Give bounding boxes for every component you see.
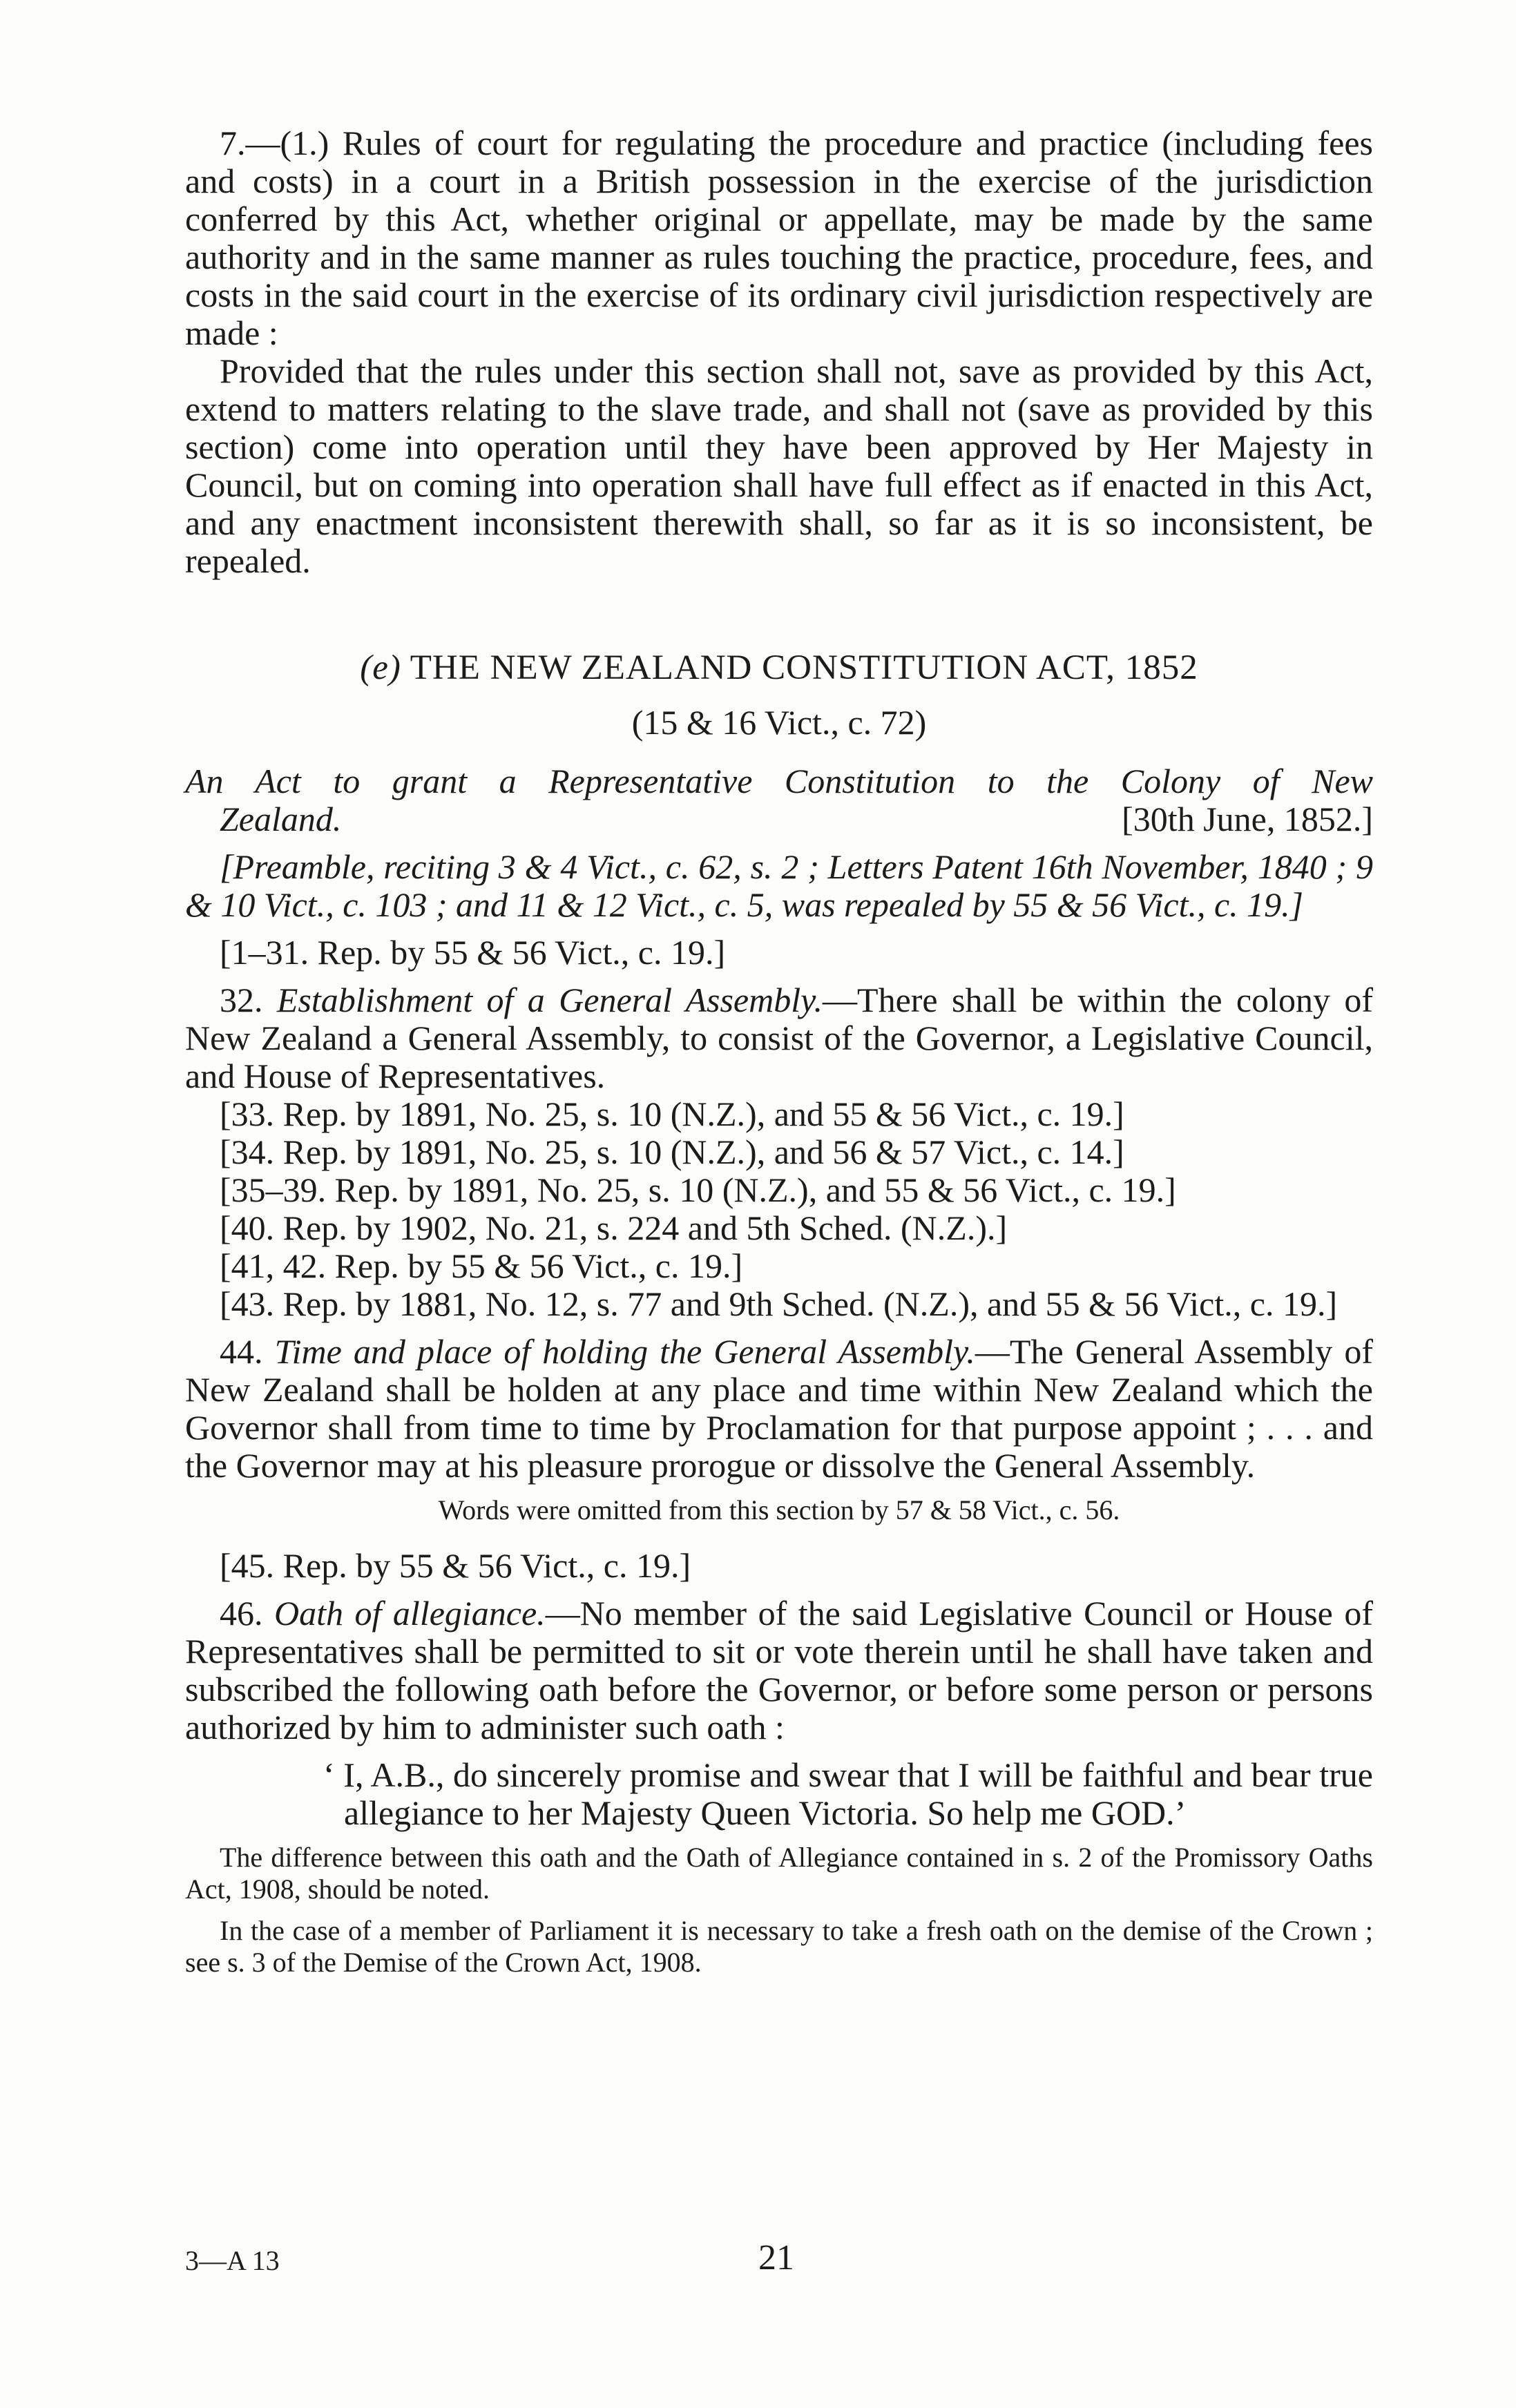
oath-text: ‘ I, A.B., do sincerely promise and swear that I will be faithful and bear true allegiance to her Majesty Queen Victoria. So help me GOD.’ [323, 1755, 1373, 1832]
long-title-line-2: Zealand. [220, 800, 342, 838]
repeal-45: [45. Rep. by 55 & 56 Vict., c. 19.] [220, 1546, 691, 1585]
section-46 [185, 1595, 1373, 1746]
section-32 [185, 981, 1373, 1095]
repeal-41-42: [41, 42. Rep. by 55 & 56 Vict., c. 19.] [220, 1246, 743, 1285]
section-46-text: —No member of the said Legislative Council or House of Representatives shall be permitted to sit or vote therein until he shall have taken and subscribed the following oath before the Governor, or before some person or persons authorized by him to administer such oath : [185, 1594, 1374, 1746]
act-citation: (15 & 16 Vict., c. 72) [631, 703, 927, 742]
repeal-43: [43. Rep. by 1881, No. 12, s. 77 and 9th Sched. (N.Z.), and 55 & 56 Vict., c. 19.] [220, 1284, 1338, 1323]
section-46-number: 46. [220, 1594, 263, 1632]
oath-note-2: In the case of a member of Parliament it is necessary to take a fresh oath on the demise of the Crown ; see s. 3 of the Demise of the Crown Act, 1908. [185, 1915, 1373, 1978]
page-number: 21 [758, 2238, 794, 2277]
section-32-heading: Establishment of a General Assembly. [276, 981, 823, 1019]
section-7-para-1: 7.—(1.) Rules of court for regulating the procedure and practice (including fees and costs) in a court in a British possession in the exercise of the jurisdiction conferred by this Act, whether original or appellate, may be made by the same authority and in the same manner as rules touching the practice, procedure, fees, and costs in the said court in the exercise of its ordinary civil jurisdiction respectively are made : [185, 124, 1373, 352]
section-32-text: —There shall be within the colony of New Zealand a General Assembly, to consist of the Governor, a Legislative Council, and House of Representatives. [185, 981, 1373, 1095]
act-heading [185, 649, 1373, 687]
page-body [185, 124, 1373, 1978]
section-44-heading: Time and place of holding the General Assembly. [274, 1332, 975, 1371]
section-44-note: Words were omitted from this section by 57 & 58 Vict., c. 56. [438, 1494, 1120, 1525]
act-letter: (e) [360, 648, 401, 687]
repeal-1-31: [1–31. Rep. by 55 & 56 Vict., c. 19.] [220, 933, 726, 972]
long-title-line-1: An Act to grant a Representative Constitution to the Colony of New [185, 762, 1373, 800]
repeal-33: [33. Rep. by 1891, No. 25, s. 10 (N.Z.), and 55 & 56 Vict., c. 19.] [220, 1095, 1124, 1133]
oath-note-1: The difference between this oath and the Oath of Allegiance contained in s. 2 of the Promissory Oaths Act, 1908, should be noted. [185, 1842, 1373, 1905]
printer-signature: 3—A 13 [185, 2245, 280, 2276]
section-32-number: 32. [220, 981, 263, 1019]
repeal-35-39: [35–39. Rep. by 1891, No. 25, s. 10 (N.Z.), and 55 & 56 Vict., c. 19.] [220, 1171, 1176, 1209]
section-46-heading: Oath of allegiance. [274, 1594, 546, 1632]
act-long-title [185, 762, 1373, 838]
section-44-text: —The General Assembly of New Zealand shall be holden at any place and time within New Zealand which the Governor shall from time to time by Proclamation for that purpose appoint ; . . . and the Governor may at his pleasure prorogue or dissolve the General Assembly. [185, 1332, 1373, 1485]
section-44 [185, 1333, 1373, 1485]
preamble-note: [Preamble, reciting 3 & 4 Vict., c. 62, s. 2 ; Letters Patent 16th November, 1840 ; 9 & 10 Vict., c. 103 ; and 11 & 12 Vict., c. 5, was repealed by 55 & 56 Vict., c. 19.] [185, 847, 1373, 924]
act-title: THE NEW ZEALAND CONSTITUTION ACT, 1852 [410, 648, 1198, 687]
act-date: [30th June, 1852.] [1122, 800, 1373, 838]
repeal-34: [34. Rep. by 1891, No. 25, s. 10 (N.Z.), and 56 & 57 Vict., c. 14.] [220, 1133, 1124, 1171]
section-7-proviso: Provided that the rules under this section shall not, save as provided by this Act, extend to matters relating to the slave trade, and shall not (save as provided by this section) come into operation until they have been approved by Her Majesty in Council, but on coming into operation shall have full effect as if enacted in this Act, and any enactment inconsistent therewith shall, so far as it is so inconsistent, be repealed. [185, 351, 1373, 580]
repeal-40: [40. Rep. by 1902, No. 21, s. 224 and 5th Sched. (N.Z.).] [220, 1208, 1008, 1247]
section-44-number: 44. [220, 1332, 263, 1371]
